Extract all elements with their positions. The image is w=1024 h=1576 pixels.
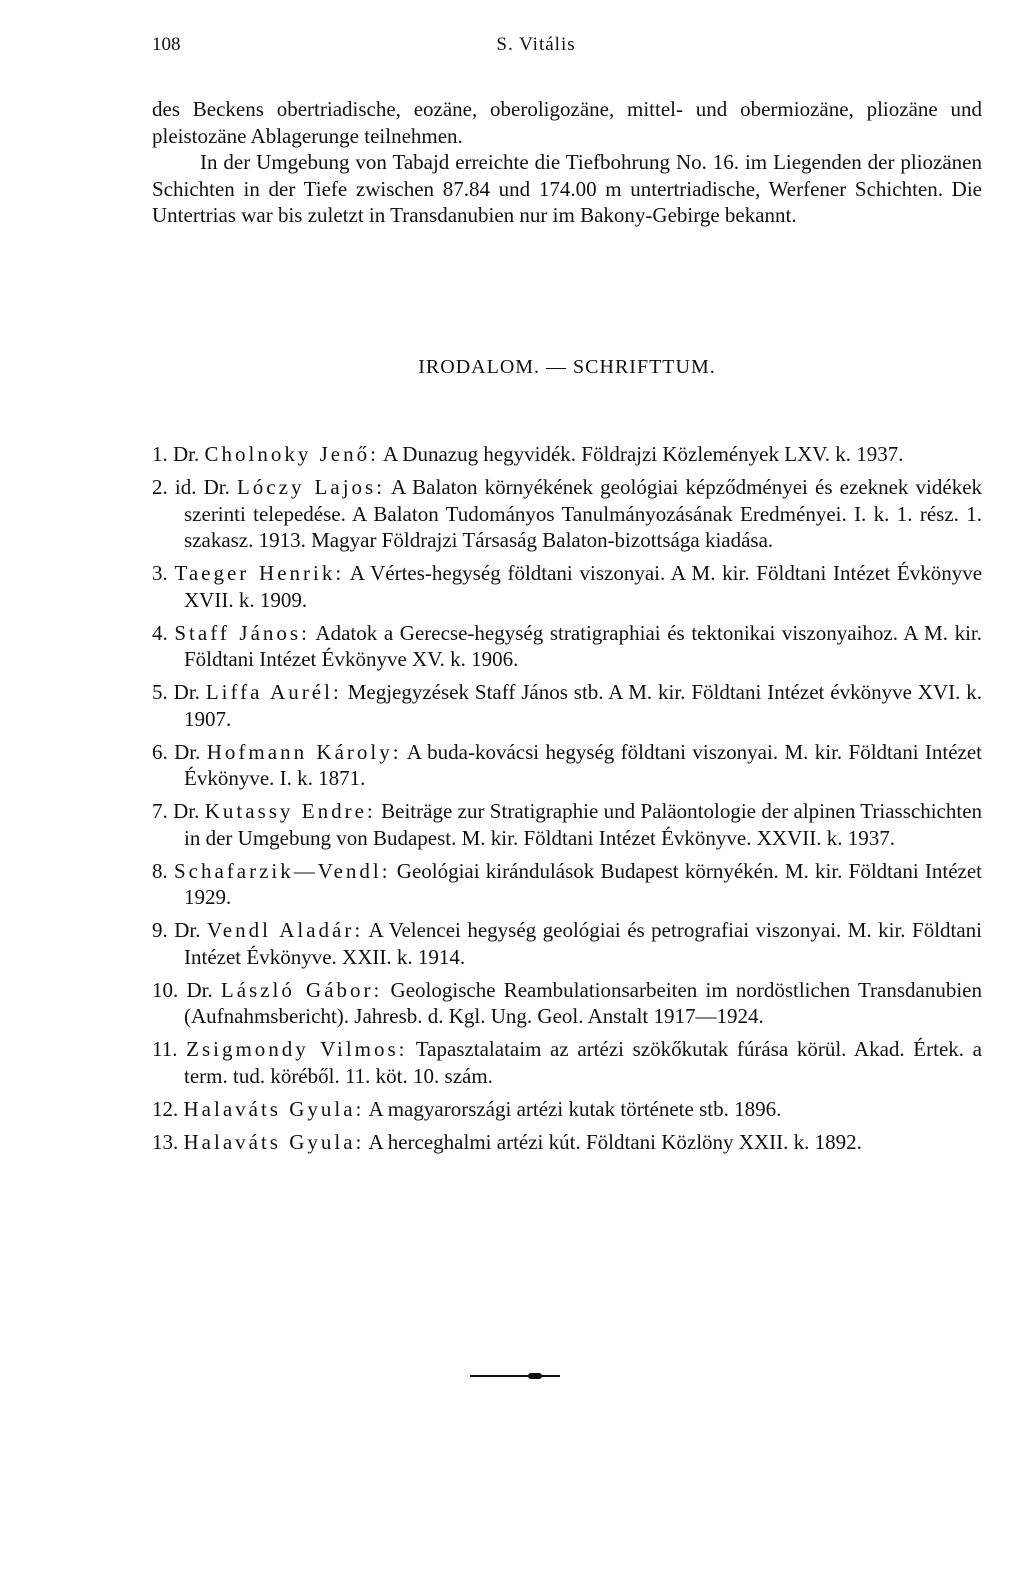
reference-prefix: Dr. (186, 977, 213, 1002)
reference-item (152, 1036, 982, 1089)
reference-item (152, 858, 982, 911)
reference-author: Taeger Henrik: (174, 561, 345, 585)
reference-author: Halaváts Gyula: (183, 1129, 365, 1154)
reference-prefix: Dr. (174, 918, 201, 942)
reference-number: 4. (152, 620, 168, 645)
reference-title: A Balaton környékének geológiai képződményei és ezeknek vidékek szerinti telepedése. A Balaton Tudományos Tanulmányozásának Eredményei. I. k. 1. rész. 1. szakasz. 1913. Magyar Földrajzi Társaság Balaton-bizottsága kiadása. (184, 475, 983, 552)
end-rule-ornament (528, 1373, 542, 1379)
reference-prefix: Dr. (173, 442, 200, 466)
reference-prefix: Dr. (173, 799, 200, 823)
end-rule (470, 1375, 560, 1377)
reference-author: Vendl Aladár: (206, 918, 364, 942)
reference-title: A buda-kovácsi hegység földtani viszonyai. M. kir. Földtani Intézet Évkönyve. I. k. 1871. (184, 739, 983, 790)
reference-title: Geologische Reambulationsarbeiten im nordöstlichen Transdanubien (Aufnahmsbericht). Jahresb. d. Kgl. Ung. Geol. Anstalt 1917—1924. (184, 977, 983, 1028)
reference-item (152, 917, 982, 970)
reference-author: Cholnoky Jenő: (204, 442, 379, 466)
reference-number: 8. (152, 858, 168, 883)
reference-prefix: id. Dr. (174, 475, 230, 499)
reference-prefix: Dr. (174, 739, 201, 764)
reference-title: A herceghalmi artézi kút. Földtani Közlöny XXII. k. 1892. (368, 1129, 862, 1154)
reference-item (152, 1129, 982, 1156)
page-number: 108 (152, 34, 181, 55)
reference-title: Adatok a Gerecse-hegység stratigraphiai és tektonikai viszonyaihoz. A M. kir. Földtani Intézet Évkönyve XV. k. 1906. (184, 620, 983, 671)
page-header (152, 34, 982, 64)
reference-title: Beiträge zur Stratigraphie und Paläontologie der alpinen Triasschichten in der Umgebung von Budapest. M. kir. Földtani Intézet Évkönyve. XXVII. k. 1937. (184, 799, 983, 850)
reference-title: Tapasztalataim az artézi szökőkutak fúrása körül. Akad. Értek. a term. tud. köréből. 11. köt. 10. szám. (184, 1037, 982, 1088)
reference-number: 6. (152, 739, 168, 764)
reference-number: 10. (152, 977, 179, 1002)
reference-item (152, 620, 982, 673)
reference-number: 1. (152, 442, 168, 466)
running-title: S. Vitális (496, 34, 576, 55)
body-text (152, 96, 982, 229)
reference-item (152, 739, 982, 792)
reference-item (152, 441, 982, 468)
reference-title: A Velencei hegység geológiai és petrografiai viszonyai. M. kir. Földtani Intézet Évkönyve. XXII. k. 1914. (184, 918, 983, 969)
reference-number: 7. (152, 799, 168, 823)
reference-title: Megjegyzések Staff János stb. A M. kir. Földtani Intézet évkönyve XVI. k. 1907. (184, 680, 983, 731)
reference-author: Lóczy Lajos: (236, 475, 386, 499)
reference-author: László Gábor: (220, 977, 383, 1002)
paragraph: In der Umgebung von Tabajd erreichte die Tiefbohrung No. 16. im Liegenden der pliozänen Schichten in der Tiefe zwischen 87.84 und 174.00 m untertriadische, Werfener Schichten. Die Untertrias war bis zuletzt in Transdanubien nur im Bakony-Gebirge bekannt. (152, 150, 982, 227)
reference-prefix: Dr. (173, 680, 200, 704)
reference-author: Halaváts Gyula: (183, 1096, 365, 1121)
reference-item (152, 798, 982, 851)
reference-item (152, 474, 982, 554)
reference-title: A magyarországi artézi kutak története stb. 1896. (368, 1096, 782, 1121)
reference-title: A Dunazug hegyvidék. Földrajzi Közlemények LXV. k. 1937. (383, 442, 904, 466)
reference-title: A Vértes-hegység földtani viszonyai. A M. kir. Földtani Intézet Évkönyve XVII. k. 1909. (184, 561, 983, 612)
reference-number: 13. (152, 1129, 179, 1154)
reference-number: 2. (152, 475, 168, 499)
reference-author: Zsigmondy Vilmos: (186, 1037, 408, 1061)
reference-number: 5. (152, 680, 168, 704)
reference-author: Liffa Aurél: (205, 680, 342, 704)
reference-item (152, 1096, 982, 1123)
section-title: IRODALOM. — SCHRIFTTUM. (418, 356, 716, 378)
paragraph: des Beckens obertriadische, eozäne, oberoligozäne, mittel- und obermiozäne, pliozäne und pleistozäne Ablagerunge teilnehmen. (152, 97, 982, 148)
reference-title: Geológiai kirándulások Budapest környékén. M. kir. Földtani Intézet 1929. (184, 858, 982, 909)
reference-list (152, 441, 982, 1162)
reference-author: Staff János: (174, 620, 310, 645)
reference-author: Schafarzik—Vendl: (173, 858, 391, 883)
reference-number: 9. (152, 918, 168, 942)
reference-number: 11. (152, 1037, 178, 1061)
reference-item (152, 977, 982, 1030)
reference-item (152, 679, 982, 732)
reference-number: 12. (152, 1096, 179, 1121)
reference-number: 3. (152, 561, 168, 585)
reference-author: Hofmann Károly: (206, 739, 402, 764)
reference-item (152, 560, 982, 613)
reference-author: Kutassy Endre: (204, 799, 376, 823)
